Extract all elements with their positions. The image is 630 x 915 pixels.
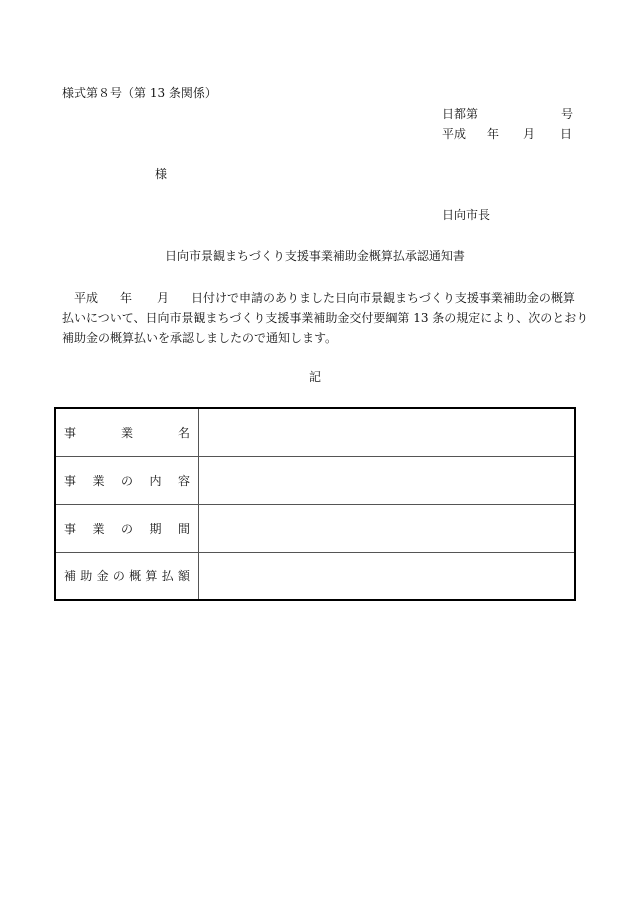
row-label-char: 助 [80,569,93,584]
document-number-prefix: 日都第 [442,107,479,121]
row-label-char: の [120,473,133,488]
row-label-char: の [112,569,125,584]
row-label-chars [64,520,190,537]
row-label [55,456,199,504]
table-row [55,456,575,504]
row-label [55,552,199,600]
body-year: 年 [120,291,133,305]
body-era: 平成 [74,291,99,305]
row-label-char: 払 [161,569,174,584]
record-table [54,407,576,601]
row-value-cell[interactable] [199,504,576,552]
body-line-1-text: 日付けで申請のありました日向市景観まちづくり支援事業補助金の概算 [191,291,575,305]
body-line-1 [62,288,582,308]
table-row [55,408,575,456]
row-label-char: 内 [149,473,162,488]
document-title: 日向市景観まちづくり支援事業補助金概算払承認通知書 [165,249,465,263]
date-year: 年 [487,127,500,141]
document-number-suffix: 号 [561,107,574,121]
row-label-chars [64,472,190,489]
row-value-cell[interactable] [199,408,576,456]
row-label-char: 金 [96,569,109,584]
row-label-char: 業 [120,425,133,440]
row-label-char: 額 [177,569,190,584]
row-label-char: 事 [64,473,77,488]
date-month: 月 [523,127,536,141]
row-label [55,504,199,552]
date-day: 日 [560,127,573,141]
body-line-3: 補助金の概算払いを承認しましたので通知します。 [62,331,338,345]
date-era: 平成 [442,127,467,141]
row-label-char: 間 [177,521,190,536]
row-label-char: 概 [129,569,142,584]
row-label-char: 業 [92,521,105,536]
table-row [55,552,575,600]
row-label-chars [64,424,190,441]
addressee-honorific: 様 [155,167,168,181]
row-label-chars [64,567,190,584]
body-month: 月 [157,291,170,305]
row-label-char: 事 [64,521,77,536]
ki-heading: 記 [308,370,321,384]
row-label-char: 期 [149,521,162,536]
body-line-2: 払いについて、日向市景観まちづくり支援事業補助金交付要綱第 13 条の規定により、次のとおり [62,311,589,325]
row-value-cell[interactable] [199,552,576,600]
row-label-char: の [120,521,133,536]
row-label-char: 容 [177,473,190,488]
row-label-char: 補 [64,569,77,584]
row-value-cell[interactable] [199,456,576,504]
table-row [55,504,575,552]
form-number: 様式第８号（第 13 条関係） [62,86,217,100]
row-label-char: 算 [145,569,158,584]
row-label-char: 事 [64,425,77,440]
issuer-name: 日向市長 [442,208,491,222]
body-text [62,288,589,348]
row-label [55,408,199,456]
row-label-char: 業 [92,473,105,488]
row-label-char: 名 [177,425,190,440]
